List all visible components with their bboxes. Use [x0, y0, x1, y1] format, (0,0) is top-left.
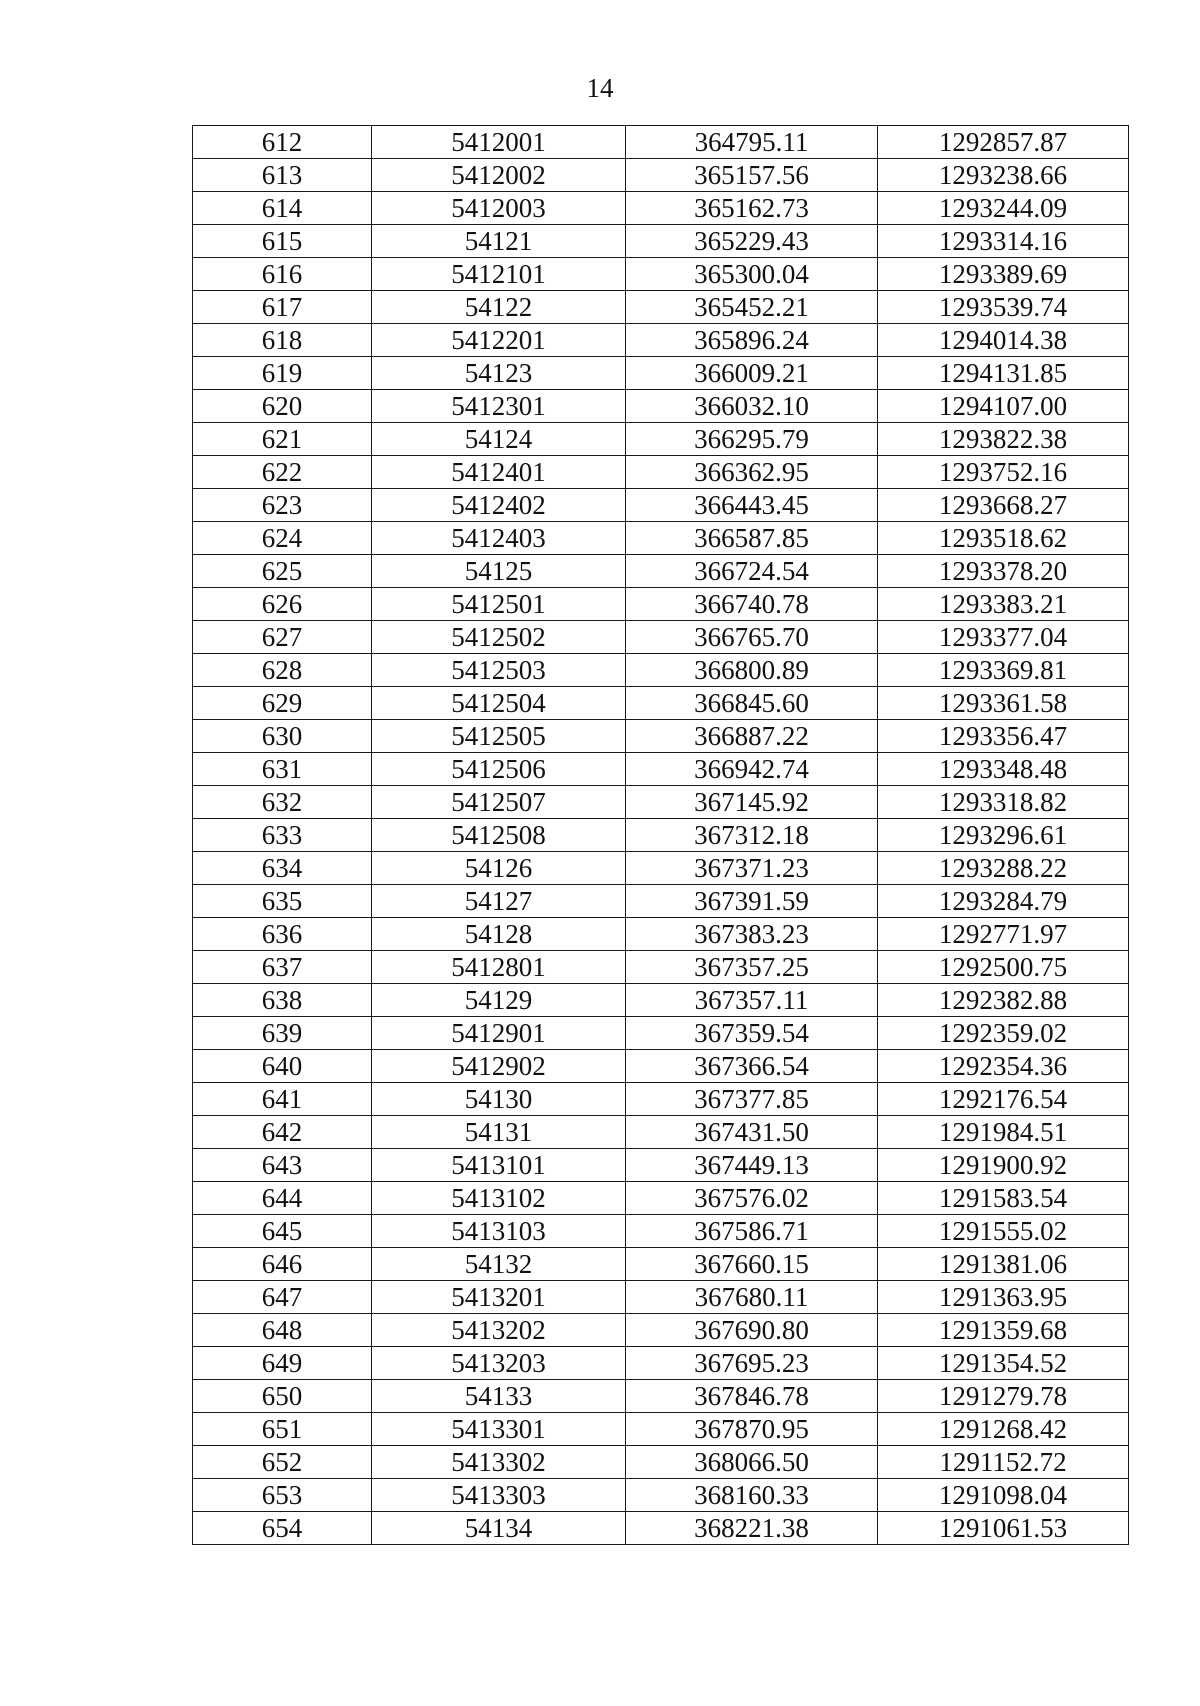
point-index-cell: 623	[193, 489, 372, 522]
table-row	[193, 522, 1129, 555]
point-id-cell: 5412501	[372, 588, 626, 621]
table-row	[193, 654, 1129, 687]
y-coordinate-cell: 1293377.04	[878, 621, 1129, 654]
table-row	[193, 1017, 1129, 1050]
point-id-cell: 5413203	[372, 1347, 626, 1380]
point-id-cell: 54123	[372, 357, 626, 390]
y-coordinate-cell: 1291098.04	[878, 1479, 1129, 1512]
x-coordinate-cell: 366443.45	[626, 489, 878, 522]
point-index-cell: 618	[193, 324, 372, 357]
y-coordinate-cell: 1291359.68	[878, 1314, 1129, 1347]
point-index-cell: 616	[193, 258, 372, 291]
x-coordinate-cell: 366845.60	[626, 687, 878, 720]
y-coordinate-cell: 1293356.47	[878, 720, 1129, 753]
point-index-cell: 630	[193, 720, 372, 753]
point-index-cell: 631	[193, 753, 372, 786]
point-index-cell: 627	[193, 621, 372, 654]
point-id-cell: 5412506	[372, 753, 626, 786]
y-coordinate-cell: 1291152.72	[878, 1446, 1129, 1479]
x-coordinate-cell: 368221.38	[626, 1512, 878, 1545]
x-coordinate-cell: 365162.73	[626, 192, 878, 225]
point-index-cell: 625	[193, 555, 372, 588]
point-id-cell: 5412003	[372, 192, 626, 225]
point-index-cell: 624	[193, 522, 372, 555]
table-row	[193, 1149, 1129, 1182]
point-id-cell: 5412507	[372, 786, 626, 819]
point-index-cell: 641	[193, 1083, 372, 1116]
x-coordinate-cell: 366800.89	[626, 654, 878, 687]
table-row	[193, 258, 1129, 291]
y-coordinate-cell: 1294014.38	[878, 324, 1129, 357]
point-index-cell: 654	[193, 1512, 372, 1545]
x-coordinate-cell: 367846.78	[626, 1380, 878, 1413]
x-coordinate-cell: 366724.54	[626, 555, 878, 588]
y-coordinate-cell: 1293752.16	[878, 456, 1129, 489]
x-coordinate-cell: 368066.50	[626, 1446, 878, 1479]
point-id-cell: 5412401	[372, 456, 626, 489]
x-coordinate-cell: 367312.18	[626, 819, 878, 852]
table-row	[193, 753, 1129, 786]
point-id-cell: 5412502	[372, 621, 626, 654]
x-coordinate-cell: 366032.10	[626, 390, 878, 423]
x-coordinate-cell: 367586.71	[626, 1215, 878, 1248]
y-coordinate-cell: 1293361.58	[878, 687, 1129, 720]
x-coordinate-cell: 367377.85	[626, 1083, 878, 1116]
y-coordinate-cell: 1293668.27	[878, 489, 1129, 522]
table-row	[193, 621, 1129, 654]
y-coordinate-cell: 1291363.95	[878, 1281, 1129, 1314]
point-index-cell: 634	[193, 852, 372, 885]
point-index-cell: 613	[193, 159, 372, 192]
x-coordinate-cell: 367391.59	[626, 885, 878, 918]
point-id-cell: 5412503	[372, 654, 626, 687]
y-coordinate-cell: 1292771.97	[878, 918, 1129, 951]
point-index-cell: 622	[193, 456, 372, 489]
table-row	[193, 1347, 1129, 1380]
point-index-cell: 635	[193, 885, 372, 918]
point-id-cell: 54122	[372, 291, 626, 324]
table-row	[193, 1050, 1129, 1083]
y-coordinate-cell: 1292176.54	[878, 1083, 1129, 1116]
point-index-cell: 619	[193, 357, 372, 390]
table-row	[193, 390, 1129, 423]
y-coordinate-cell: 1293369.81	[878, 654, 1129, 687]
y-coordinate-cell: 1293288.22	[878, 852, 1129, 885]
point-id-cell: 54127	[372, 885, 626, 918]
x-coordinate-cell: 364795.11	[626, 126, 878, 159]
y-coordinate-cell: 1292354.36	[878, 1050, 1129, 1083]
table-row	[193, 918, 1129, 951]
page-number: 14	[586, 73, 614, 103]
table-row	[193, 588, 1129, 621]
x-coordinate-cell: 366765.70	[626, 621, 878, 654]
table-row	[193, 357, 1129, 390]
point-index-cell: 643	[193, 1149, 372, 1182]
y-coordinate-cell: 1293314.16	[878, 225, 1129, 258]
table-row	[193, 1380, 1129, 1413]
y-coordinate-cell: 1291268.42	[878, 1413, 1129, 1446]
table-row	[193, 687, 1129, 720]
x-coordinate-cell: 368160.33	[626, 1479, 878, 1512]
x-coordinate-cell: 366362.95	[626, 456, 878, 489]
x-coordinate-cell: 365452.21	[626, 291, 878, 324]
x-coordinate-cell: 367371.23	[626, 852, 878, 885]
x-coordinate-cell: 367383.23	[626, 918, 878, 951]
point-id-cell: 5413103	[372, 1215, 626, 1248]
point-index-cell: 636	[193, 918, 372, 951]
point-index-cell: 652	[193, 1446, 372, 1479]
point-id-cell: 5413201	[372, 1281, 626, 1314]
point-index-cell: 651	[193, 1413, 372, 1446]
point-id-cell: 54124	[372, 423, 626, 456]
x-coordinate-cell: 367359.54	[626, 1017, 878, 1050]
point-index-cell: 646	[193, 1248, 372, 1281]
point-id-cell: 5413303	[372, 1479, 626, 1512]
x-coordinate-cell: 366942.74	[626, 753, 878, 786]
table-row	[193, 1446, 1129, 1479]
point-index-cell: 642	[193, 1116, 372, 1149]
table-row	[193, 291, 1129, 324]
x-coordinate-cell: 365300.04	[626, 258, 878, 291]
point-index-cell: 626	[193, 588, 372, 621]
point-id-cell: 5413302	[372, 1446, 626, 1479]
point-id-cell: 54134	[372, 1512, 626, 1545]
point-index-cell: 614	[193, 192, 372, 225]
point-id-cell: 5413301	[372, 1413, 626, 1446]
x-coordinate-cell: 367431.50	[626, 1116, 878, 1149]
table-row	[193, 555, 1129, 588]
table-row	[193, 1479, 1129, 1512]
point-id-cell: 5412201	[372, 324, 626, 357]
point-index-cell: 637	[193, 951, 372, 984]
y-coordinate-cell: 1293284.79	[878, 885, 1129, 918]
x-coordinate-cell: 366009.21	[626, 357, 878, 390]
x-coordinate-cell: 365896.24	[626, 324, 878, 357]
table-row	[193, 951, 1129, 984]
coordinates-table	[192, 125, 1129, 1545]
point-id-cell: 5412301	[372, 390, 626, 423]
point-id-cell: 5412402	[372, 489, 626, 522]
point-id-cell: 5412901	[372, 1017, 626, 1050]
point-id-cell: 5412508	[372, 819, 626, 852]
y-coordinate-cell: 1291061.53	[878, 1512, 1129, 1545]
table-row	[193, 786, 1129, 819]
y-coordinate-cell: 1293318.82	[878, 786, 1129, 819]
y-coordinate-cell: 1293518.62	[878, 522, 1129, 555]
point-id-cell: 5412002	[372, 159, 626, 192]
point-id-cell: 5412505	[372, 720, 626, 753]
x-coordinate-cell: 367449.13	[626, 1149, 878, 1182]
point-index-cell: 615	[193, 225, 372, 258]
y-coordinate-cell: 1293383.21	[878, 588, 1129, 621]
table-row	[193, 1083, 1129, 1116]
point-id-cell: 54130	[372, 1083, 626, 1116]
point-id-cell: 5412403	[372, 522, 626, 555]
point-index-cell: 632	[193, 786, 372, 819]
point-id-cell: 54133	[372, 1380, 626, 1413]
point-index-cell: 639	[193, 1017, 372, 1050]
point-id-cell: 5412001	[372, 126, 626, 159]
point-id-cell: 54126	[372, 852, 626, 885]
y-coordinate-cell: 1291354.52	[878, 1347, 1129, 1380]
point-id-cell: 54131	[372, 1116, 626, 1149]
y-coordinate-cell: 1293348.48	[878, 753, 1129, 786]
y-coordinate-cell: 1293296.61	[878, 819, 1129, 852]
point-id-cell: 54125	[372, 555, 626, 588]
table-row	[193, 819, 1129, 852]
x-coordinate-cell: 367870.95	[626, 1413, 878, 1446]
y-coordinate-cell: 1291279.78	[878, 1380, 1129, 1413]
y-coordinate-cell: 1293822.38	[878, 423, 1129, 456]
x-coordinate-cell: 367690.80	[626, 1314, 878, 1347]
y-coordinate-cell: 1294131.85	[878, 357, 1129, 390]
y-coordinate-cell: 1292382.88	[878, 984, 1129, 1017]
y-coordinate-cell: 1292359.02	[878, 1017, 1129, 1050]
table-row	[193, 1281, 1129, 1314]
coordinates-table-body	[193, 126, 1129, 1545]
y-coordinate-cell: 1293539.74	[878, 291, 1129, 324]
table-row	[193, 885, 1129, 918]
y-coordinate-cell: 1293244.09	[878, 192, 1129, 225]
x-coordinate-cell: 367357.25	[626, 951, 878, 984]
point-id-cell: 5413202	[372, 1314, 626, 1347]
y-coordinate-cell: 1291984.51	[878, 1116, 1129, 1149]
x-coordinate-cell: 366740.78	[626, 588, 878, 621]
point-id-cell: 5412101	[372, 258, 626, 291]
point-id-cell: 54128	[372, 918, 626, 951]
table-row	[193, 1314, 1129, 1347]
table-row	[193, 192, 1129, 225]
point-index-cell: 629	[193, 687, 372, 720]
table-row	[193, 225, 1129, 258]
point-id-cell: 54129	[372, 984, 626, 1017]
point-index-cell: 645	[193, 1215, 372, 1248]
x-coordinate-cell: 367145.92	[626, 786, 878, 819]
point-index-cell: 617	[193, 291, 372, 324]
point-index-cell: 628	[193, 654, 372, 687]
point-id-cell: 54121	[372, 225, 626, 258]
x-coordinate-cell: 367576.02	[626, 1182, 878, 1215]
point-index-cell: 653	[193, 1479, 372, 1512]
table-row	[193, 423, 1129, 456]
point-index-cell: 612	[193, 126, 372, 159]
table-row	[193, 852, 1129, 885]
y-coordinate-cell: 1294107.00	[878, 390, 1129, 423]
y-coordinate-cell: 1292500.75	[878, 951, 1129, 984]
table-row	[193, 456, 1129, 489]
y-coordinate-cell: 1291583.54	[878, 1182, 1129, 1215]
x-coordinate-cell: 366887.22	[626, 720, 878, 753]
point-index-cell: 648	[193, 1314, 372, 1347]
x-coordinate-cell: 367660.15	[626, 1248, 878, 1281]
point-index-cell: 644	[193, 1182, 372, 1215]
y-coordinate-cell: 1293389.69	[878, 258, 1129, 291]
table-row	[193, 720, 1129, 753]
x-coordinate-cell: 366295.79	[626, 423, 878, 456]
point-index-cell: 621	[193, 423, 372, 456]
y-coordinate-cell: 1293238.66	[878, 159, 1129, 192]
point-id-cell: 5413102	[372, 1182, 626, 1215]
y-coordinate-cell: 1291381.06	[878, 1248, 1129, 1281]
table-row	[193, 1215, 1129, 1248]
x-coordinate-cell: 367357.11	[626, 984, 878, 1017]
point-index-cell: 649	[193, 1347, 372, 1380]
table-row	[193, 159, 1129, 192]
x-coordinate-cell: 367695.23	[626, 1347, 878, 1380]
point-id-cell: 5412801	[372, 951, 626, 984]
point-index-cell: 640	[193, 1050, 372, 1083]
point-index-cell: 650	[193, 1380, 372, 1413]
y-coordinate-cell: 1291900.92	[878, 1149, 1129, 1182]
point-id-cell: 54132	[372, 1248, 626, 1281]
table-row	[193, 1512, 1129, 1545]
x-coordinate-cell: 367680.11	[626, 1281, 878, 1314]
x-coordinate-cell: 365229.43	[626, 225, 878, 258]
table-row	[193, 1116, 1129, 1149]
point-index-cell: 647	[193, 1281, 372, 1314]
table-row	[193, 489, 1129, 522]
point-id-cell: 5412504	[372, 687, 626, 720]
point-index-cell: 633	[193, 819, 372, 852]
x-coordinate-cell: 367366.54	[626, 1050, 878, 1083]
table-row	[193, 126, 1129, 159]
x-coordinate-cell: 366587.85	[626, 522, 878, 555]
table-row	[193, 1248, 1129, 1281]
point-index-cell: 620	[193, 390, 372, 423]
y-coordinate-cell: 1292857.87	[878, 126, 1129, 159]
point-id-cell: 5412902	[372, 1050, 626, 1083]
table-row	[193, 324, 1129, 357]
y-coordinate-cell: 1293378.20	[878, 555, 1129, 588]
x-coordinate-cell: 365157.56	[626, 159, 878, 192]
table-row	[193, 1413, 1129, 1446]
point-id-cell: 5413101	[372, 1149, 626, 1182]
table-row	[193, 1182, 1129, 1215]
y-coordinate-cell: 1291555.02	[878, 1215, 1129, 1248]
point-index-cell: 638	[193, 984, 372, 1017]
table-row	[193, 984, 1129, 1017]
